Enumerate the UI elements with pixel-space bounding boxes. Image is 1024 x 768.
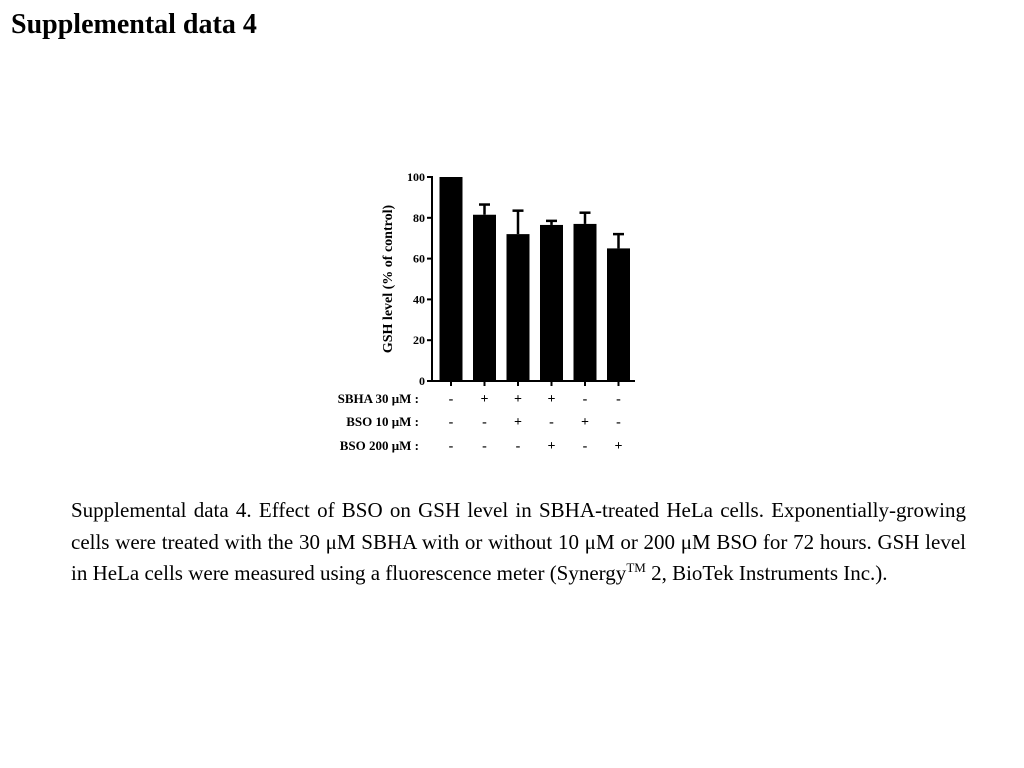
condition-label: BSO 200 μM :	[339, 438, 419, 453]
bar-6	[607, 248, 630, 381]
condition-sign: -	[448, 392, 454, 407]
condition-sign: +	[547, 439, 556, 454]
condition-sign: +	[547, 392, 556, 407]
condition-sign: -	[582, 392, 588, 407]
caption-trademark: TM	[626, 560, 646, 575]
y-tick-label: 60	[413, 251, 425, 266]
bar-2	[473, 215, 496, 381]
condition-sign: -	[482, 415, 487, 430]
condition-sign: -	[448, 439, 454, 454]
conditions-table	[338, 391, 623, 454]
condition-sign: -	[616, 392, 621, 407]
bar-5	[574, 224, 597, 381]
y-axis-title: GSH level (% of control)	[381, 204, 396, 354]
condition-sign: -	[515, 439, 521, 454]
condition-sign: +	[581, 415, 589, 430]
condition-sign: +	[514, 415, 522, 430]
y-tick-label: 100	[407, 170, 425, 184]
bar-3	[507, 234, 530, 381]
condition-label: BSO 10 μM :	[346, 414, 419, 429]
bar-1	[440, 177, 463, 381]
condition-sign: -	[448, 415, 454, 430]
condition-sign: -	[582, 439, 588, 454]
page-title: Supplemental data 4	[11, 9, 257, 40]
caption-text-end: 2, BioTek Instruments Inc.).	[645, 561, 888, 585]
caption-text: Supplemental data 4. Effect of BSO on GSH level in SBHA-treated HeLa cells. Exponentially-growing cells were treated with the 30 μM SBHA with or without 10 μM or 200 μM BSO for 72 hours. GSH level in HeLa cells were measured using a fluorescence meter (Synergy	[71, 498, 966, 585]
condition-label: SBHA 30 μM :	[337, 391, 419, 406]
y-tick-label: 80	[413, 210, 425, 225]
figure-caption	[71, 495, 966, 590]
y-tick-label: 20	[413, 333, 425, 348]
condition-sign: +	[514, 392, 522, 407]
condition-sign: +	[614, 439, 623, 454]
bar-4	[540, 225, 563, 381]
condition-sign: +	[480, 392, 489, 407]
y-tick-label: 0	[419, 374, 425, 388]
condition-sign: -	[482, 439, 487, 454]
condition-sign: -	[549, 415, 554, 430]
bars-layer	[440, 177, 631, 381]
condition-sign: -	[616, 415, 621, 430]
y-tick-label: 40	[413, 292, 425, 307]
